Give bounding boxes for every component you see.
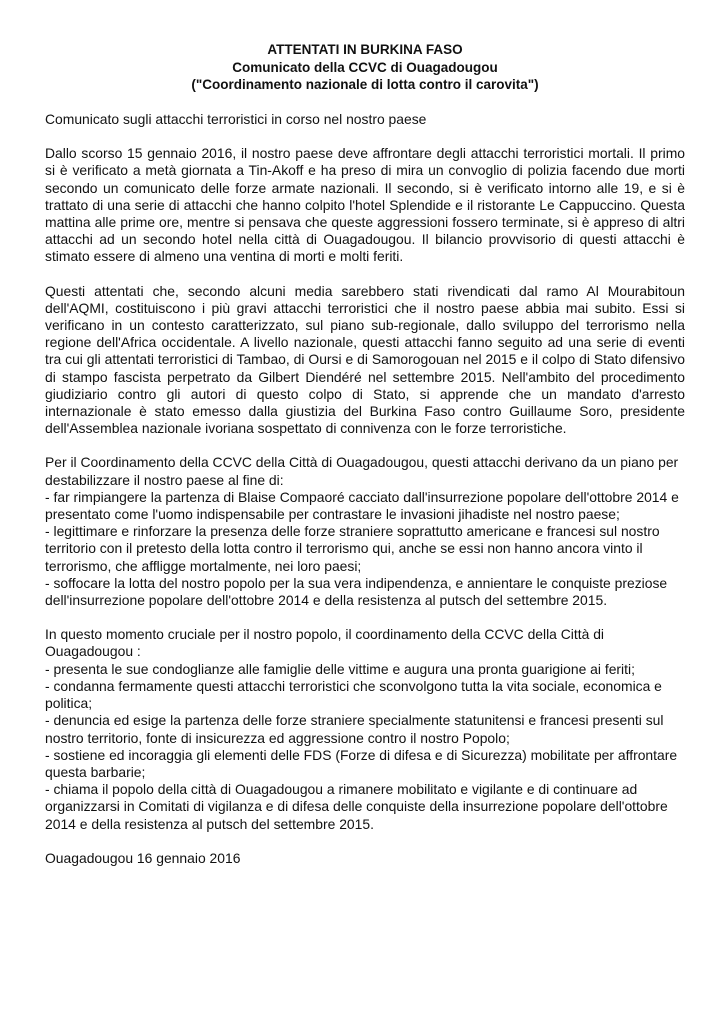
- list-item: - presenta le sue condoglianze alle famiglie delle vittime e augura una pronta guarigione ai feriti;: [45, 660, 635, 677]
- list-item: - chiama il popolo della città di Ouagadougou a rimanere mobilitato e vigilante e di continuare ad organizzarsi in Comitati di vigilanza e di difesa delle conquiste della insurrezione popolare dell'ottobre 2014 e della resistenza al putsch del settembre 2015.: [45, 781, 668, 832]
- list-item: - condanna fermamente questi attacchi terroristici che sconvolgono tutta la vita sociale, economica e politica;: [45, 677, 662, 712]
- section-destabilization: [45, 454, 685, 609]
- list-item: - far rimpiangere la partenza di Blaise Compaoré cacciato dall'insurrezione popolare dell'ottobre 2014 e presentato come l'uomo indispensabile per contrastare le invasioni jihadiste nel nostro paese;: [45, 488, 679, 523]
- list-item: - denuncia ed esige la partenza delle forze straniere specialmente statunitensi e francesi presenti sul nostro territorio, fonte di insicurezza ed aggressione contro il nostro Popolo;: [45, 712, 664, 746]
- list-item: - soffocare la lotta del nostro popolo per la sua vera indipendenza, e annientare le conquiste preziose dell'insurrezione popolare dell'ottobre 2014 e della resistenza al putsch del settembre 2015.: [45, 574, 668, 609]
- section-lead: Per il Coordinamento della CCVC della Città di Ouagadougou, questi attacchi derivano da un piano per destabilizzare il nostro paese al fine di:: [45, 454, 679, 488]
- paragraph-context: Questi attentati che, secondo alcuni media sarebbero stati rivendicati dal ramo Al Mourabitoun dell'AQMI, costituiscono i più gravi attacchi terroristici che il nostro paese abbia mai subito. Essi si verificano in un contesto caratterizzato, sul piano sub-regionale, dallo sviluppo del terrorismo nella regione dell'Africa occidentale. A livello nazionale, questi attacchi fanno seguito ad una serie di eventi tra cui gli attentati terroristici di Tambao, di Oursi e di Samorogouan nel 2015 e il colpo di Stato difensivo di stampo fascista perpetrato da Gilbert Diendéré nel settembre 2015. Nell'ambito del procedimento giudiziario contro gli autori di questo colpo di Stato, si apprende che un mandato d'arresto internazionale è stato emesso dalla giustizia del Burkina Faso contro Guillaume Soro, presidente dell'Assemblea nazionale ivoriana sospettato di connivenza con le forze terroristiche.: [45, 282, 685, 437]
- document-title: ATTENTATI IN BURKINA FASO: [267, 42, 463, 57]
- list-item: - sostiene ed incoraggia gli elementi delle FDS (Forze di difesa e di Sicurezza) mobilitate per affrontare questa barbarie;: [45, 746, 678, 780]
- intro-line: Comunicato sugli attacchi terroristici in corso nel nostro paese: [45, 111, 427, 127]
- list-item: - legittimare e rinforzare la presenza delle forze straniere soprattutto americane e francesi sul nostro territorio con il pretesto della lotta contro il terrorismo qui, anche se essi non hanno ancora vinto il terrorismo, che affligge mortalmente, nei loro paesi;: [45, 523, 660, 574]
- organization-name: ("Coordinamento nazionale di lotta contro il carovita"): [191, 77, 539, 92]
- document-subtitle: Comunicato della CCVC di Ouagadougou: [232, 59, 498, 75]
- section-lead: In questo momento cruciale per il nostro popolo, il coordinamento della CCVC della Città di Ouagadougou :: [45, 626, 605, 660]
- paragraph-events: Dallo scorso 15 gennaio 2016, il nostro paese deve affrontare degli attacchi terroristici mortali. Il primo si è verificato a metà giornata a Tin-Akoff e ha preso di mira un convoglio di polizia facendo due morti secondo un comunicato delle forze armate nazionali. Il secondo, si è verificato intorno alle 19, e si è trattato di una serie di attacchi che hanno colpito l'hotel Splendide e il ristorante Le Cappuccino. Questa mattina alle prime ore, mentre si pensava che queste aggressioni fossero terminate, si è appreso di altri attacchi ad un secondo hotel nella città di Ouagadougou. Il bilancio provvisorio di questi attacchi è stimato essere di almeno una ventina di morti e molti feriti.: [45, 145, 685, 265]
- place-date: Ouagadougou 16 gennaio 2016: [45, 849, 241, 866]
- document-header: [45, 41, 685, 94]
- section-positions: [45, 626, 685, 832]
- document-body: [45, 111, 685, 867]
